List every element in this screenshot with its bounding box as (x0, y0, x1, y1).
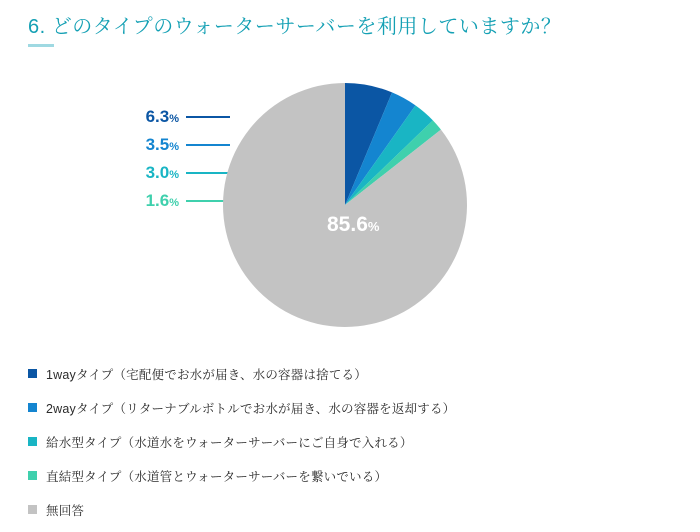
legend-color-swatch (28, 437, 37, 446)
pie-callout-row (100, 132, 230, 158)
pie-graphic (222, 82, 468, 328)
page-title: 6. どのタイプのウォーターサーバーを利用していますか？ (28, 16, 562, 38)
legend-item (28, 396, 678, 419)
pie-callout-value (146, 191, 179, 211)
legend-item-label: 2wayタイプ（リターナブルボトルでお水が届き、水の容器を返却する） (46, 401, 456, 416)
pie-callout-row (100, 104, 230, 130)
pie-callout-labels (100, 104, 230, 216)
pie-callout-row (100, 160, 230, 186)
legend-item-label: 1wayタイプ（宅配便でお水が届き、水の容器は捨てる） (46, 367, 367, 382)
pie-callout-number: 6.3 (145, 107, 170, 126)
legend-color-swatch (28, 505, 37, 514)
pie-callout-value (146, 107, 179, 127)
legend-item (28, 464, 678, 487)
chart-legend (28, 362, 678, 532)
pie-callout-row (100, 188, 230, 214)
pie-largest-slice-unit: % (367, 219, 380, 234)
legend-item-label: 給水型タイプ（水道水をウォーターサーバーにご自身で入れる） (46, 435, 413, 450)
pie-largest-slice-value: 85.6 (327, 213, 368, 236)
pie-svg (222, 82, 468, 328)
legend-color-swatch (28, 369, 37, 378)
pie-callout-number: 3.5 (145, 135, 170, 154)
pie-callout-unit: % (169, 113, 179, 125)
legend-color-swatch (28, 403, 37, 412)
legend-item-label: 直結型タイプ（水道管とウォーターサーバーを繋いでいる） (46, 469, 388, 484)
page-title-block (28, 14, 678, 47)
pie-callout-number: 1.6 (145, 191, 170, 210)
pie-callout-value (146, 135, 179, 155)
pie-callout-value (146, 163, 179, 183)
title-underline-rule (28, 44, 54, 47)
pie-callout-number: 3.0 (145, 163, 170, 182)
pie-callout-unit: % (169, 197, 179, 209)
legend-item (28, 362, 678, 385)
pie-callout-unit: % (169, 141, 179, 153)
legend-item (28, 430, 678, 453)
legend-item-label: 無回答 (46, 503, 85, 518)
legend-item (28, 498, 678, 521)
legend-color-swatch (28, 471, 37, 480)
pie-chart (0, 72, 700, 352)
pie-callout-unit: % (169, 169, 179, 181)
